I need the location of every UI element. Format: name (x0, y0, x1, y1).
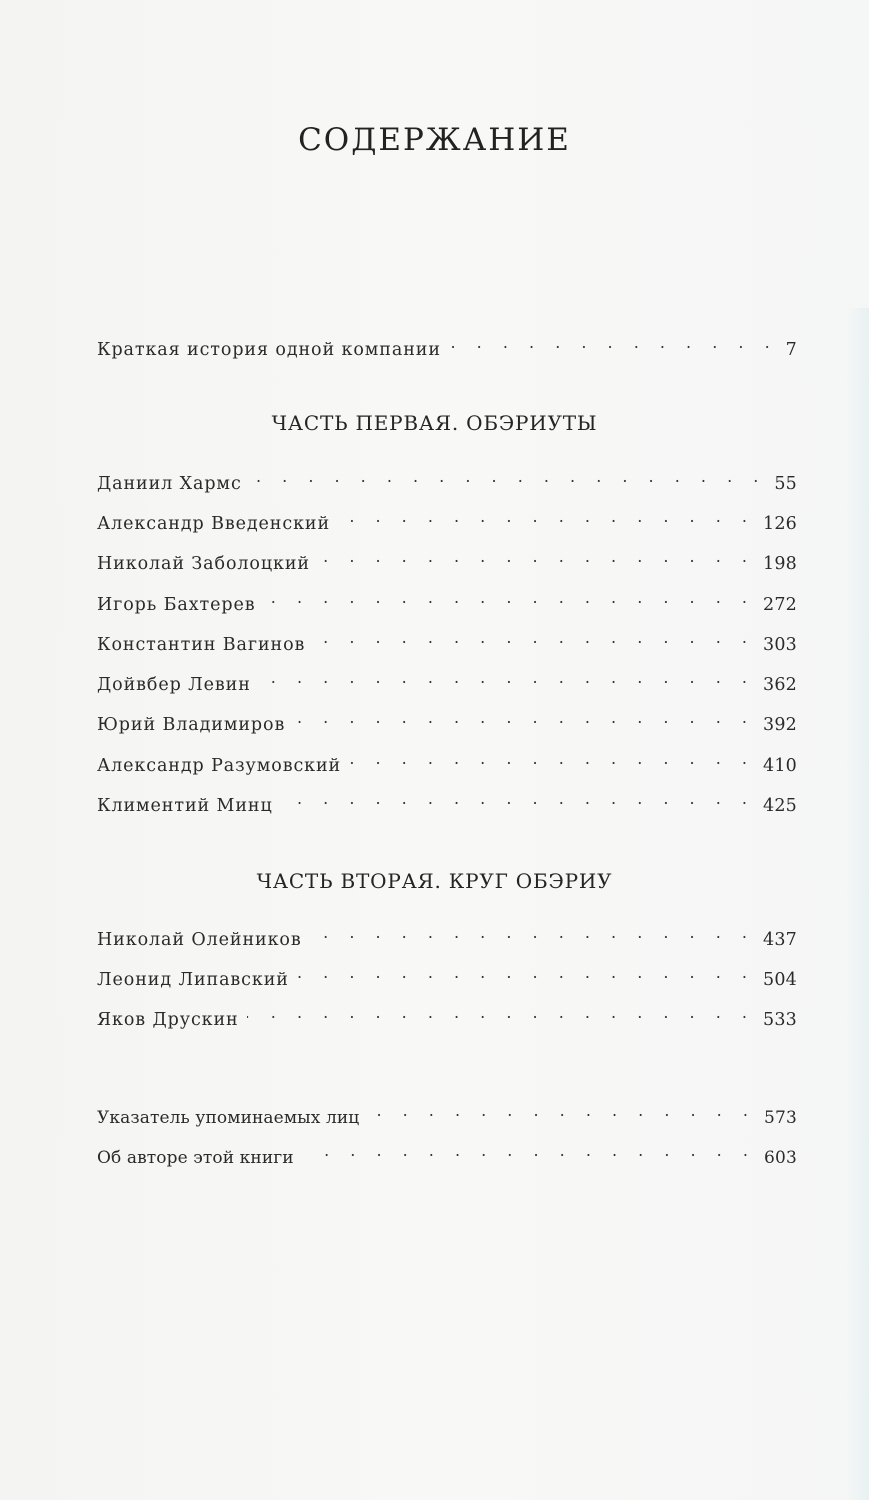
toc-entry-page: 504 (762, 970, 797, 990)
toc-entry-label: Указатель упоминаемых лиц (97, 1108, 360, 1128)
dot-leader (302, 1141, 756, 1163)
toc-entry-label: Александр Введенский (97, 514, 331, 534)
dot-leader (293, 708, 755, 730)
page-edge-shadow (847, 308, 869, 1500)
toc-entry-page: 573 (763, 1108, 797, 1128)
toc-entry-page: 362 (762, 675, 797, 695)
toc-entry-label: Юрий Владимиров (97, 715, 286, 735)
toc-entry-label: Александр Разумовский (97, 756, 342, 776)
toc-entry-label: Николай Олейников (97, 930, 302, 950)
toc-entry (97, 923, 797, 951)
toc-entry-page: 437 (762, 930, 797, 950)
dot-leader (250, 467, 767, 489)
dot-leader (349, 749, 755, 771)
dot-leader (297, 963, 755, 985)
dot-leader (367, 1101, 756, 1123)
toc-entry-about-author (97, 1141, 797, 1169)
toc-entry-label: Игорь Бахтерев (97, 595, 256, 615)
toc-entry-intro (97, 333, 797, 361)
toc-entry-label: Яков Друскин (97, 1010, 239, 1030)
dot-leader (263, 588, 755, 610)
toc-entry (97, 963, 797, 991)
toc-entry-page: 303 (762, 635, 797, 655)
toc-entry (97, 467, 797, 495)
toc-entry-label: Климентий Минц (97, 796, 273, 816)
toc-entry-page: 126 (762, 514, 797, 534)
toc-entry-label: Даниил Хармс (97, 474, 242, 494)
toc-entry (97, 588, 797, 616)
dot-leader (310, 923, 755, 945)
dot-leader (313, 628, 755, 650)
toc-entry (97, 789, 797, 817)
toc-entry (97, 628, 797, 656)
toc-entry-page: 198 (762, 554, 797, 574)
toc-entry-label: Об авторе этой книги (97, 1148, 294, 1168)
toc-entry (97, 749, 797, 777)
toc-entry-page: 272 (762, 595, 797, 615)
toc-entry-page: 425 (762, 796, 797, 816)
toc-entry-label: Краткая история одной компании (97, 340, 441, 360)
dot-leader (281, 789, 755, 811)
toc-entry-index (97, 1101, 797, 1129)
toc-entry-label: Леонид Липавский (97, 970, 289, 990)
toc-entry-page: 603 (763, 1148, 797, 1168)
toc-entry-page: 410 (762, 756, 797, 776)
toc-entry-page: 55 (774, 474, 797, 494)
toc-entry (97, 507, 797, 535)
dot-leader (318, 547, 755, 569)
toc-entry-page: 533 (762, 1010, 797, 1030)
section-heading-part-one: ЧАСТЬ ПЕРВАЯ. ОБЭРИУТЫ (271, 411, 598, 435)
toc-entry-page: 392 (762, 715, 797, 735)
page-title: СОДЕРЖАНИЕ (298, 122, 571, 158)
toc-entry-label: Дойвбер Левин (97, 675, 251, 695)
section-heading-part-two: ЧАСТЬ ВТОРАЯ. КРУГ ОБЭРИУ (256, 869, 613, 893)
dot-leader (338, 507, 755, 529)
toc-entry (97, 1003, 797, 1031)
dot-leader (247, 1003, 755, 1025)
dot-leader (449, 333, 778, 355)
toc-entry-page: 7 (785, 340, 797, 360)
toc-entry (97, 668, 797, 696)
dot-leader (259, 668, 755, 690)
toc-entry (97, 547, 797, 575)
toc-entry (97, 708, 797, 736)
toc-entry-label: Николай Заболоцкий (97, 554, 310, 574)
toc-entry-label: Константин Вагинов (97, 635, 306, 655)
